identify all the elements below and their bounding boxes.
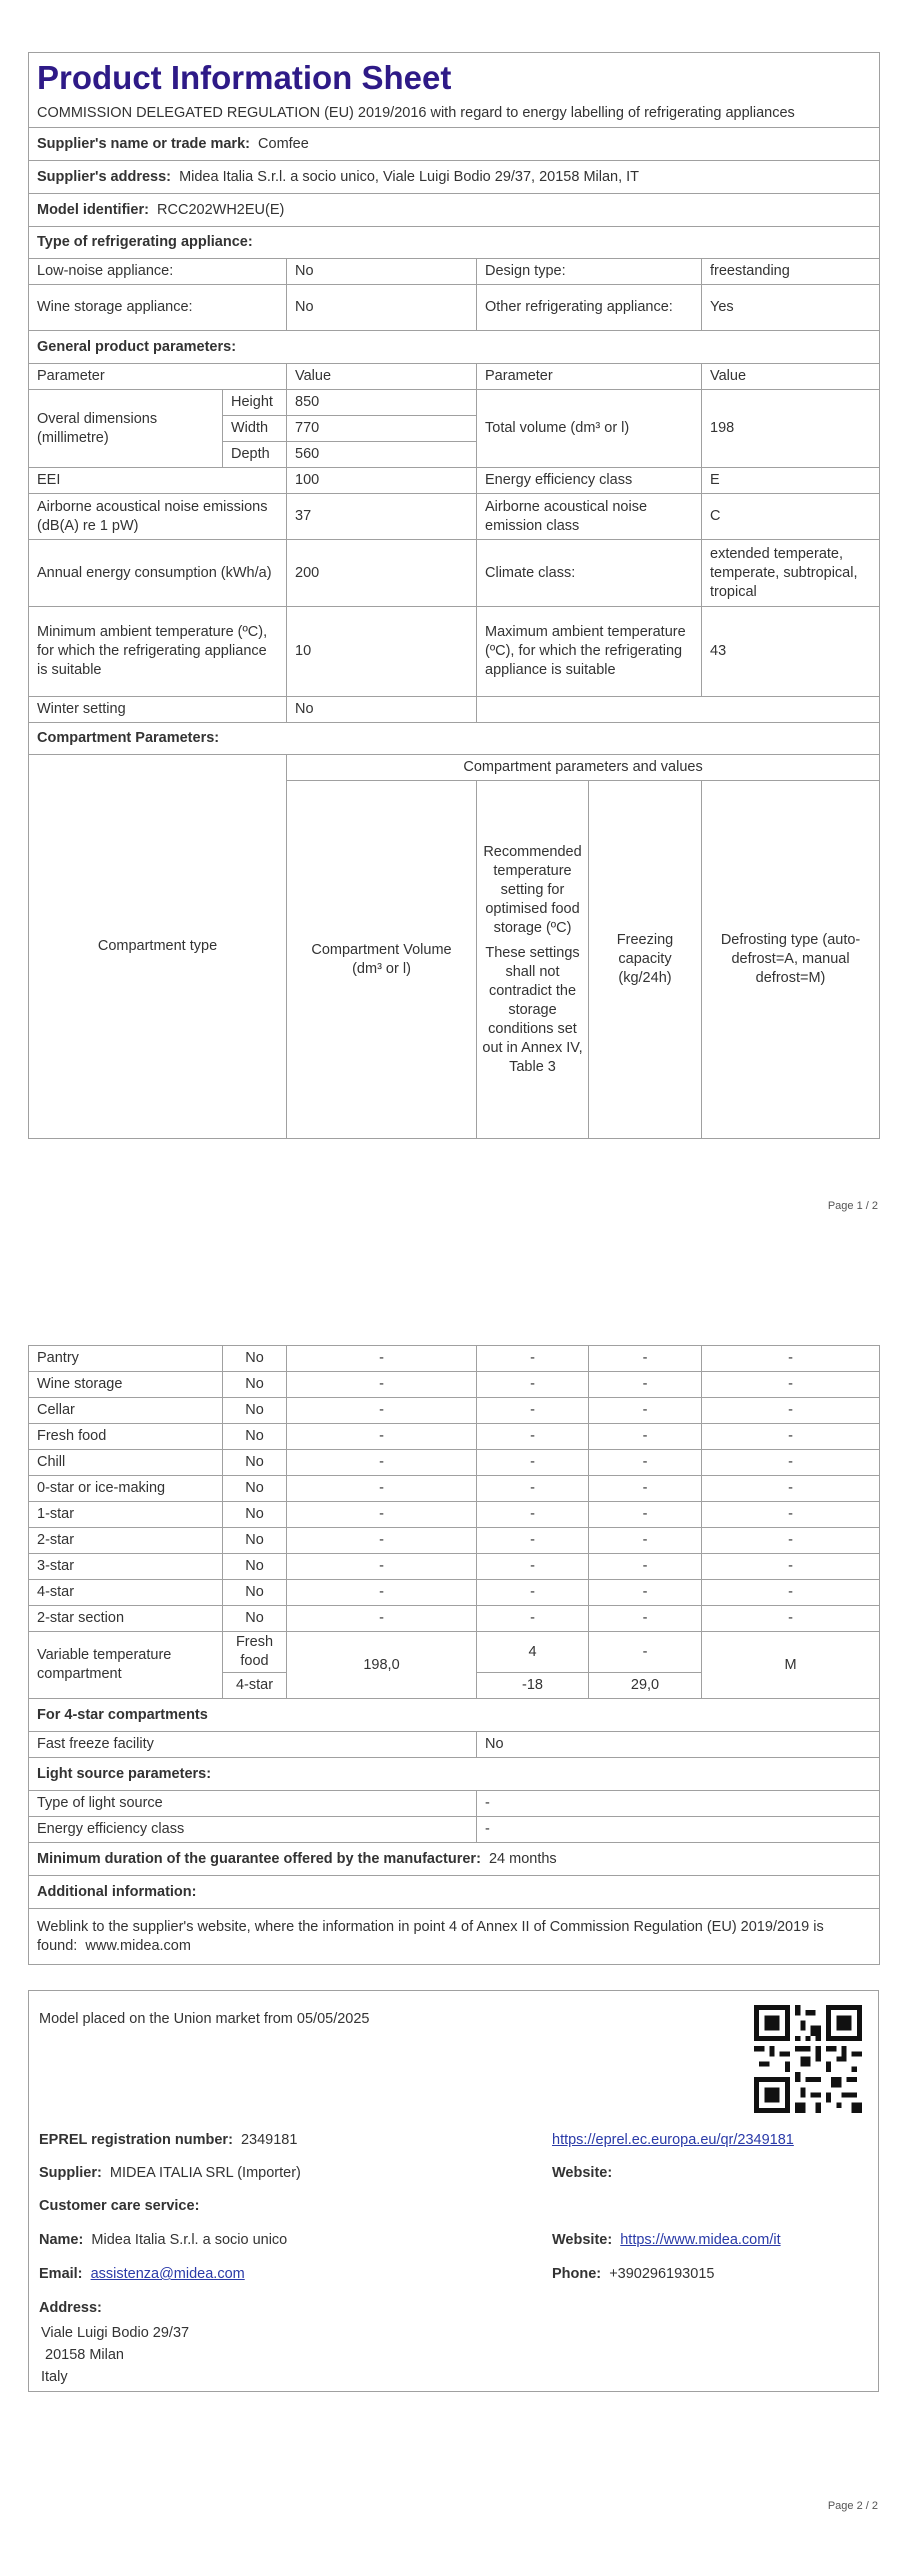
comp-temp-header-b: These settings shall not contradict the storage conditions set out in Annex IV, Table 3 bbox=[482, 944, 583, 1075]
wine-storage-label: Wine storage appliance: bbox=[29, 285, 287, 331]
model-value: RCC202WH2EU(E) bbox=[157, 201, 285, 218]
noise-label: Airborne acoustical noise emissions (dB(A) re 1 pW) bbox=[29, 494, 287, 540]
eprel-row bbox=[39, 2132, 297, 2148]
variable-volume: 198,0 bbox=[287, 1632, 477, 1699]
comp-temp-header bbox=[477, 781, 589, 1139]
compartment-freezing: - bbox=[589, 1580, 702, 1606]
care-phone-value: +390296193015 bbox=[609, 2266, 715, 2282]
variable-freezing-fresh: - bbox=[589, 1632, 702, 1673]
winter-value: No bbox=[287, 697, 477, 723]
four-star-header: For 4-star compartments bbox=[29, 1699, 880, 1732]
weblink-row bbox=[29, 1909, 880, 1965]
comp-volume-header: Compartment Volume (dm³ or l) bbox=[287, 781, 477, 1139]
care-name-value: Midea Italia S.r.l. a socio unico bbox=[91, 2232, 288, 2248]
compartment-present: No bbox=[223, 1606, 287, 1632]
supplier-value: Comfee bbox=[258, 135, 309, 152]
compartment-volume: - bbox=[287, 1398, 477, 1424]
page-number-1: Page 1 / 2 bbox=[827, 1200, 878, 1212]
energy-class-label: Energy efficiency class bbox=[477, 468, 702, 494]
compartment-temp: - bbox=[477, 1476, 589, 1502]
care-address-line-1: Viale Luigi Bodio 29/37 bbox=[41, 2325, 190, 2341]
height-label: Height bbox=[223, 390, 287, 416]
customer-care-label: Customer care service: bbox=[39, 2198, 200, 2214]
width-label: Width bbox=[223, 416, 287, 442]
compartment-temp: - bbox=[477, 1424, 589, 1450]
compartment-volume: - bbox=[287, 1580, 477, 1606]
market-text: Model placed on the Union market from 05/05/2025 bbox=[39, 2011, 370, 2027]
eei-value: 100 bbox=[287, 468, 477, 494]
light-class-label: Energy efficiency class bbox=[29, 1817, 477, 1843]
light-type-label: Type of light source bbox=[29, 1791, 477, 1817]
comp-temp-header-a: Recommended temperature setting for optimised food storage (ºC) bbox=[483, 843, 582, 936]
care-address-block bbox=[41, 2322, 189, 2388]
care-website-link[interactable]: https://www.midea.com/it bbox=[620, 2232, 781, 2248]
guarantee-value: 24 months bbox=[488, 1850, 557, 1867]
supplier-row bbox=[29, 128, 880, 161]
eprel-panel bbox=[28, 1990, 879, 2392]
additional-header: Additional information: bbox=[29, 1876, 880, 1909]
supplier-label: Supplier's name or trade mark: bbox=[37, 135, 250, 152]
variable-sub-fresh: Fresh food bbox=[223, 1632, 287, 1673]
compartment-temp: - bbox=[477, 1606, 589, 1632]
compartment-freezing: - bbox=[589, 1372, 702, 1398]
compartment-volume: - bbox=[287, 1528, 477, 1554]
compartment-header: Compartment Parameters: bbox=[29, 723, 880, 755]
compartment-volume: - bbox=[287, 1346, 477, 1372]
compartment-defrost: - bbox=[702, 1554, 880, 1580]
climate-class-value: extended temperate, temperate, subtropical, tropical bbox=[702, 540, 880, 607]
qr-code-icon[interactable] bbox=[754, 2005, 862, 2113]
title-cell bbox=[29, 53, 880, 128]
eei-label: EEI bbox=[29, 468, 287, 494]
compartment-temp: - bbox=[477, 1554, 589, 1580]
page-number-2: Page 2 / 2 bbox=[827, 2500, 878, 2512]
compartment-name: Fresh food bbox=[29, 1424, 223, 1450]
compartment-table bbox=[28, 1345, 880, 1965]
compartment-freezing: - bbox=[589, 1398, 702, 1424]
compartment-name: 2-star section bbox=[29, 1606, 223, 1632]
compartment-name: Cellar bbox=[29, 1398, 223, 1424]
care-email-label: Email: bbox=[39, 2266, 83, 2282]
compartment-row bbox=[29, 1398, 880, 1424]
care-website-row bbox=[552, 2232, 781, 2248]
max-ambient-value: 43 bbox=[702, 607, 880, 697]
compartment-freezing: - bbox=[589, 1554, 702, 1580]
climate-class-label: Climate class: bbox=[477, 540, 702, 607]
address-value: Midea Italia S.r.l. a socio unico, Viale Luigi Bodio 29/37, 20158 Milan, IT bbox=[179, 168, 640, 185]
winter-label: Winter setting bbox=[29, 697, 287, 723]
compartment-volume: - bbox=[287, 1476, 477, 1502]
other-appliance-value: Yes bbox=[702, 285, 880, 331]
eprel-label: EPREL registration number: bbox=[39, 2132, 233, 2148]
compartment-defrost: - bbox=[702, 1424, 880, 1450]
care-website-label: Website: bbox=[552, 2232, 613, 2248]
care-address-line-2: 20158 Milan bbox=[45, 2347, 124, 2363]
compartment-row bbox=[29, 1580, 880, 1606]
noise-class-value: C bbox=[702, 494, 880, 540]
max-ambient-label: Maximum ambient temperature (ºC), for which the refrigerating appliance is suitable bbox=[477, 607, 702, 697]
variable-defrost: M bbox=[702, 1632, 880, 1699]
compartment-freezing: - bbox=[589, 1346, 702, 1372]
compartment-freezing: - bbox=[589, 1424, 702, 1450]
compartment-row bbox=[29, 1424, 880, 1450]
compartment-row bbox=[29, 1476, 880, 1502]
compartment-present: No bbox=[223, 1424, 287, 1450]
panel-website-label: Website: bbox=[552, 2165, 613, 2181]
model-label: Model identifier: bbox=[37, 201, 149, 218]
variable-temp-fresh: 4 bbox=[477, 1632, 589, 1673]
compartment-name: Pantry bbox=[29, 1346, 223, 1372]
compartment-defrost: - bbox=[702, 1528, 880, 1554]
compartment-row bbox=[29, 1450, 880, 1476]
compartment-present: No bbox=[223, 1476, 287, 1502]
wine-storage-value: No bbox=[287, 285, 477, 331]
compartment-defrost: - bbox=[702, 1606, 880, 1632]
compartment-temp: - bbox=[477, 1580, 589, 1606]
compartment-volume: - bbox=[287, 1502, 477, 1528]
compartment-present: No bbox=[223, 1528, 287, 1554]
compartment-freezing: - bbox=[589, 1606, 702, 1632]
comp-freezing-header: Freezing capacity (kg/24h) bbox=[589, 781, 702, 1139]
low-noise-label: Low-noise appliance: bbox=[29, 259, 287, 285]
compartment-row bbox=[29, 1372, 880, 1398]
eprel-link[interactable]: https://eprel.ec.europa.eu/qr/2349181 bbox=[552, 2132, 794, 2148]
total-volume-label: Total volume (dm³ or l) bbox=[477, 390, 702, 468]
compartment-name: 2-star bbox=[29, 1528, 223, 1554]
min-ambient-label: Minimum ambient temperature (ºC), for which the refrigerating appliance is suitable bbox=[29, 607, 287, 697]
page-2 bbox=[28, 1345, 879, 1965]
total-volume-value: 198 bbox=[702, 390, 880, 468]
compartment-defrost: - bbox=[702, 1372, 880, 1398]
variable-temp-4star: -18 bbox=[477, 1673, 589, 1699]
variable-compartment-label: Variable temperature compartment bbox=[29, 1632, 223, 1699]
compartment-name: 0-star or ice-making bbox=[29, 1476, 223, 1502]
variable-freezing-4star: 29,0 bbox=[589, 1673, 702, 1699]
general-header: General product parameters: bbox=[29, 331, 880, 364]
compartment-defrost: - bbox=[702, 1346, 880, 1372]
care-phone-label: Phone: bbox=[552, 2266, 602, 2282]
compartment-temp: - bbox=[477, 1528, 589, 1554]
compartment-defrost: - bbox=[702, 1580, 880, 1606]
compartment-row bbox=[29, 1502, 880, 1528]
compartment-freezing: - bbox=[589, 1450, 702, 1476]
compartment-present: No bbox=[223, 1450, 287, 1476]
light-header: Light source parameters: bbox=[29, 1758, 880, 1791]
col-value-left: Value bbox=[287, 364, 477, 390]
page-1 bbox=[28, 52, 879, 1139]
care-email-row bbox=[39, 2266, 245, 2282]
compartment-volume: - bbox=[287, 1372, 477, 1398]
compartment-present: No bbox=[223, 1346, 287, 1372]
depth-value: 560 bbox=[287, 442, 477, 468]
compartment-volume: - bbox=[287, 1554, 477, 1580]
panel-supplier-value: MIDEA ITALIA SRL (Importer) bbox=[109, 2165, 301, 2181]
compartment-temp: - bbox=[477, 1450, 589, 1476]
guarantee-label: Minimum duration of the guarantee offered by the manufacturer: bbox=[37, 1850, 481, 1867]
compartment-defrost: - bbox=[702, 1450, 880, 1476]
compartment-temp: - bbox=[477, 1346, 589, 1372]
fast-freeze-label: Fast freeze facility bbox=[29, 1732, 477, 1758]
energy-class-value: E bbox=[702, 468, 880, 494]
product-info-table bbox=[28, 52, 880, 1139]
compartment-freezing: - bbox=[589, 1476, 702, 1502]
fast-freeze-value: No bbox=[477, 1732, 880, 1758]
light-class-value: - bbox=[477, 1817, 880, 1843]
regulation-subtitle: COMMISSION DELEGATED REGULATION (EU) 2019/2016 with regard to energy labelling of refrigerating appliances bbox=[37, 105, 795, 121]
compartment-row bbox=[29, 1346, 880, 1372]
col-parameter-left: Parameter bbox=[29, 364, 287, 390]
care-address-label: Address: bbox=[39, 2300, 102, 2316]
compartment-name: 3-star bbox=[29, 1554, 223, 1580]
weblink-value: www.midea.com bbox=[85, 1937, 191, 1954]
comp-type-header: Compartment type bbox=[29, 755, 287, 1139]
panel-supplier-label: Supplier: bbox=[39, 2165, 102, 2181]
dimensions-label: Overal dimensions (millimetre) bbox=[29, 390, 223, 468]
care-phone-row bbox=[552, 2266, 714, 2282]
light-type-value: - bbox=[477, 1791, 880, 1817]
compartment-temp: - bbox=[477, 1502, 589, 1528]
variable-sub-4star: 4-star bbox=[223, 1673, 287, 1699]
width-value: 770 bbox=[287, 416, 477, 442]
care-name-label: Name: bbox=[39, 2232, 84, 2248]
address-label: Supplier's address: bbox=[37, 168, 171, 185]
compartment-freezing: - bbox=[589, 1502, 702, 1528]
compartment-defrost: - bbox=[702, 1502, 880, 1528]
care-email-link[interactable]: assistenza@midea.com bbox=[90, 2266, 245, 2282]
annual-energy-value: 200 bbox=[287, 540, 477, 607]
height-value: 850 bbox=[287, 390, 477, 416]
address-row bbox=[29, 161, 880, 194]
care-name-row bbox=[39, 2232, 287, 2248]
compartment-volume: - bbox=[287, 1424, 477, 1450]
guarantee-row bbox=[29, 1843, 880, 1876]
compartment-temp: - bbox=[477, 1372, 589, 1398]
compartment-row bbox=[29, 1528, 880, 1554]
weblink-text: Weblink to the supplier's website, where the information in point 4 of Annex II of Commission Regulation (EU) 2019/2019 is found: bbox=[37, 1918, 824, 1954]
design-type-value: freestanding bbox=[702, 259, 880, 285]
compartment-present: No bbox=[223, 1502, 287, 1528]
eprel-value: 2349181 bbox=[240, 2132, 298, 2148]
other-appliance-label: Other refrigerating appliance: bbox=[477, 285, 702, 331]
compartment-present: No bbox=[223, 1372, 287, 1398]
compartment-name: 4-star bbox=[29, 1580, 223, 1606]
compartment-row bbox=[29, 1554, 880, 1580]
low-noise-value: No bbox=[287, 259, 477, 285]
compartment-row bbox=[29, 1606, 880, 1632]
noise-class-label: Airborne acoustical noise emission class bbox=[477, 494, 702, 540]
compartment-defrost: - bbox=[702, 1398, 880, 1424]
compartment-name: Wine storage bbox=[29, 1372, 223, 1398]
depth-label: Depth bbox=[223, 442, 287, 468]
panel-supplier-row bbox=[39, 2165, 301, 2181]
compartment-temp: - bbox=[477, 1398, 589, 1424]
col-parameter-right: Parameter bbox=[477, 364, 702, 390]
compartment-name: 1-star bbox=[29, 1502, 223, 1528]
type-header: Type of refrigerating appliance: bbox=[29, 227, 880, 259]
compartment-defrost: - bbox=[702, 1476, 880, 1502]
page-title: Product Information Sheet bbox=[37, 59, 452, 96]
comp-params-values-header: Compartment parameters and values bbox=[287, 755, 880, 781]
design-type-label: Design type: bbox=[477, 259, 702, 285]
compartment-present: No bbox=[223, 1580, 287, 1606]
model-row bbox=[29, 194, 880, 227]
annual-energy-label: Annual energy consumption (kWh/a) bbox=[29, 540, 287, 607]
winter-empty bbox=[477, 697, 880, 723]
compartment-present: No bbox=[223, 1398, 287, 1424]
compartment-freezing: - bbox=[589, 1528, 702, 1554]
compartment-present: No bbox=[223, 1554, 287, 1580]
care-address-line-3: Italy bbox=[41, 2369, 68, 2385]
noise-value: 37 bbox=[287, 494, 477, 540]
col-value-right: Value bbox=[702, 364, 880, 390]
compartment-volume: - bbox=[287, 1606, 477, 1632]
compartment-name: Chill bbox=[29, 1450, 223, 1476]
compartment-volume: - bbox=[287, 1450, 477, 1476]
min-ambient-value: 10 bbox=[287, 607, 477, 697]
comp-defrost-header: Defrosting type (auto-defrost=A, manual defrost=M) bbox=[702, 781, 880, 1139]
